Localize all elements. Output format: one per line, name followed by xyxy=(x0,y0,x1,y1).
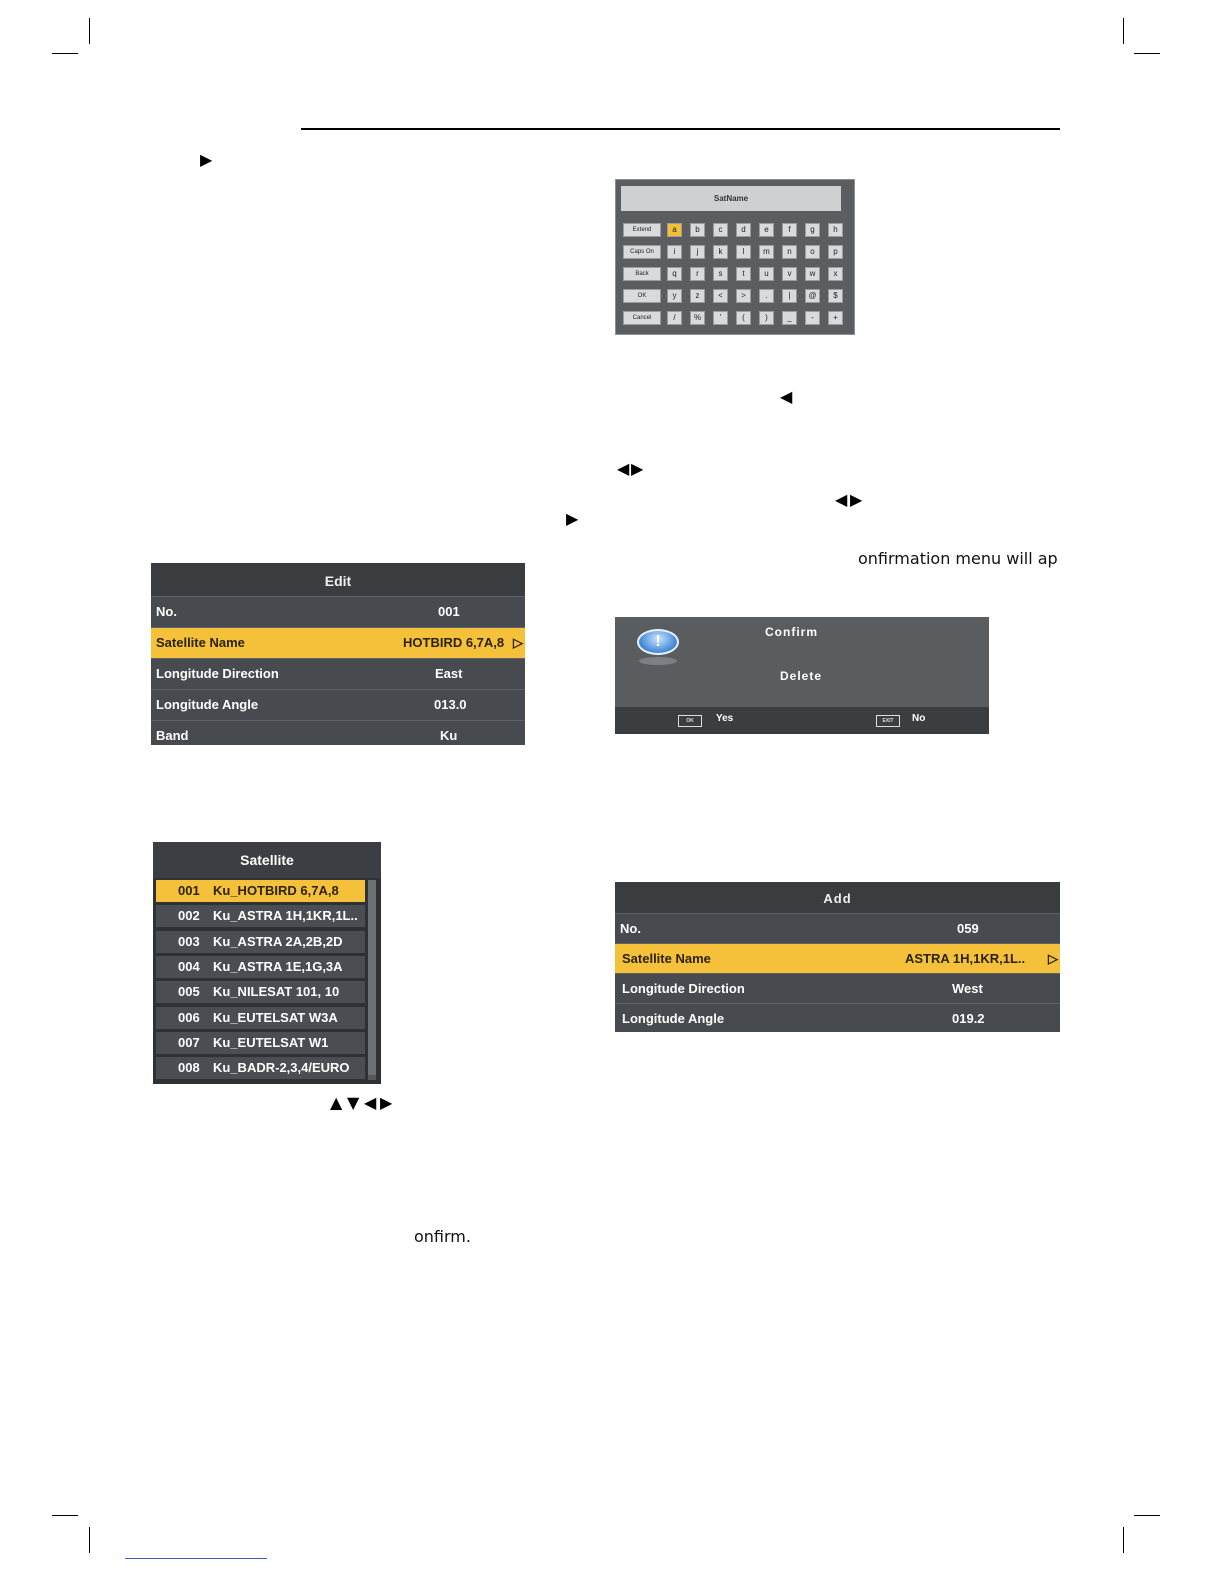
satellite-list xyxy=(153,842,381,1084)
crop-mark xyxy=(1134,53,1160,54)
header-rule xyxy=(301,128,1060,130)
add-row-longitude-angle[interactable] xyxy=(615,1003,1060,1032)
keyboard-key[interactable]: i xyxy=(667,245,682,259)
row-value: 001 xyxy=(438,604,460,619)
keyboard-key[interactable]: u xyxy=(759,267,774,281)
triangle-right-icon: ▶ xyxy=(631,459,644,478)
edit-row-satellite-name[interactable] xyxy=(151,627,525,658)
satellite-list-item[interactable] xyxy=(156,981,365,1003)
keyboard-key[interactable]: c xyxy=(713,223,728,237)
keyboard-key[interactable]: < xyxy=(713,289,728,303)
keyboard-caps-key[interactable]: Caps On xyxy=(623,245,661,259)
add-row-longitude-direction[interactable] xyxy=(615,973,1060,1003)
add-row-satellite-name[interactable] xyxy=(615,943,1060,973)
confirm-dialog xyxy=(615,617,989,734)
crop-mark xyxy=(52,53,78,54)
triangle-up-icon: ▲ xyxy=(330,1093,343,1112)
satellite-list-item[interactable] xyxy=(156,956,365,978)
row-label: Longitude Angle xyxy=(156,697,259,712)
triangle-right-icon: ▶ xyxy=(200,150,213,169)
triangle-right-icon: ▶ xyxy=(380,1093,393,1112)
keyboard-key[interactable]: | xyxy=(782,289,797,303)
keyboard-key[interactable]: ) xyxy=(759,311,774,325)
triangle-left-icon: ◀ xyxy=(617,459,630,478)
satellite-list-item[interactable] xyxy=(156,1032,365,1054)
edit-row-band[interactable] xyxy=(151,720,525,745)
keyboard-key[interactable]: a xyxy=(667,223,682,237)
right-arrow-icon: ▷ xyxy=(513,635,523,650)
triangle-left-icon: ◀ xyxy=(364,1093,377,1112)
keyboard-back-key[interactable]: Back xyxy=(623,267,661,281)
triangle-left-icon: ◀ xyxy=(780,387,793,406)
satellite-name: Ku_EUTELSAT W1 xyxy=(213,1034,329,1050)
satellite-list-item[interactable] xyxy=(156,905,365,927)
satellite-list-item[interactable] xyxy=(156,1007,365,1029)
keyboard-key[interactable]: h xyxy=(828,223,843,237)
keyboard-key[interactable]: n xyxy=(782,245,797,259)
keyboard-key[interactable]: v xyxy=(782,267,797,281)
row-label: Longitude Direction xyxy=(622,981,745,996)
satellite-number: 004 xyxy=(178,958,200,974)
keyboard-key[interactable]: / xyxy=(667,311,682,325)
keyboard-key[interactable]: x xyxy=(828,267,843,281)
keyboard-key[interactable]: j xyxy=(690,245,705,259)
keyboard-key[interactable]: l xyxy=(736,245,751,259)
keyboard-key[interactable]: > xyxy=(736,289,751,303)
satellite-number: 006 xyxy=(178,1009,200,1025)
satellite-name: Ku_BADR-2,3,4/EURO xyxy=(213,1060,350,1076)
warning-icon-shadow xyxy=(639,657,677,665)
row-value: HOTBIRD 6,7A,8 xyxy=(403,635,505,650)
satellite-list-title: Satellite xyxy=(153,842,381,878)
triangle-left-icon: ◀ xyxy=(835,490,848,509)
keyboard-key[interactable]: z xyxy=(690,289,705,303)
edit-panel-title: Edit xyxy=(151,563,525,596)
ok-key-icon[interactable]: OK xyxy=(678,715,702,727)
row-label: Satellite Name xyxy=(622,951,711,966)
row-label: No. xyxy=(620,921,641,936)
satellite-name: Ku_ASTRA 1E,1G,3A xyxy=(213,958,343,974)
keyboard-key[interactable]: k xyxy=(713,245,728,259)
triangle-down-icon: ▼ xyxy=(347,1093,360,1112)
keyboard-key[interactable]: g xyxy=(805,223,820,237)
row-value: 059 xyxy=(957,921,979,936)
on-screen-keyboard xyxy=(615,179,855,335)
row-label: Band xyxy=(156,728,189,743)
exit-key-icon[interactable]: EXIT xyxy=(876,715,900,727)
keyboard-key[interactable]: $ xyxy=(828,289,843,303)
keyboard-key[interactable]: @ xyxy=(805,289,820,303)
satellite-number: 007 xyxy=(178,1034,200,1050)
row-value: ASTRA 1H,1KR,1L.. xyxy=(905,951,1026,966)
satellite-list-item[interactable] xyxy=(156,880,365,902)
satellite-name: Ku_EUTELSAT W3A xyxy=(213,1009,338,1025)
confirm-no-button[interactable]: No xyxy=(912,713,926,724)
satellite-list-item[interactable] xyxy=(156,931,365,953)
satellite-name: Ku_ASTRA 2A,2B,2D xyxy=(213,933,343,949)
crop-mark xyxy=(89,1527,90,1553)
satellite-name: Ku_HOTBIRD 6,7A,8 xyxy=(213,883,339,898)
keyboard-key[interactable]: s xyxy=(713,267,728,281)
satellite-name: Ku_ASTRA 1H,1KR,1L.. xyxy=(213,908,358,924)
row-label: Longitude Angle xyxy=(622,1011,725,1026)
crop-mark xyxy=(1134,1515,1160,1516)
edit-row-longitude-angle[interactable] xyxy=(151,689,525,720)
warning-icon: ! xyxy=(637,629,679,655)
row-value: 013.0 xyxy=(434,697,467,712)
keyboard-key[interactable]: ' xyxy=(713,311,728,325)
keyboard-cancel-key[interactable]: Cancel xyxy=(623,311,661,325)
satellite-number: 005 xyxy=(178,984,200,1000)
satellite-number: 001 xyxy=(178,883,200,898)
footer-link-line xyxy=(125,1558,267,1559)
keyboard-key[interactable]: f xyxy=(782,223,797,237)
keyboard-key[interactable]: b xyxy=(690,223,705,237)
keyboard-key[interactable]: q xyxy=(667,267,682,281)
keyboard-ok-key[interactable]: OK xyxy=(623,289,661,303)
edit-row-number[interactable] xyxy=(151,596,525,627)
keyboard-key[interactable]: % xyxy=(690,311,705,325)
satellite-number: 003 xyxy=(178,933,200,949)
keyboard-key[interactable]: w xyxy=(805,267,820,281)
confirm-fragment: onfirm. xyxy=(414,1227,471,1246)
row-value: West xyxy=(952,981,983,996)
keyboard-key[interactable]: e xyxy=(759,223,774,237)
row-value: 019.2 xyxy=(952,1011,985,1026)
confirm-message: Delete xyxy=(780,669,823,683)
row-label: Satellite Name xyxy=(156,635,245,650)
keyboard-key[interactable]: o xyxy=(805,245,820,259)
keyboard-key[interactable]: . xyxy=(759,289,774,303)
add-row-number[interactable] xyxy=(615,913,1060,943)
row-label: No. xyxy=(156,604,177,619)
keyboard-extend-key[interactable]: Extend xyxy=(623,223,661,237)
keyboard-key[interactable]: + xyxy=(828,311,843,325)
keyboard-key[interactable]: t xyxy=(736,267,751,281)
confirmation-menu-fragment: onfirmation menu will ap xyxy=(858,549,1058,568)
confirm-footer xyxy=(615,707,989,734)
add-panel xyxy=(615,882,1060,1032)
triangle-right-icon: ▶ xyxy=(850,490,863,509)
keyboard-key[interactable]: d xyxy=(736,223,751,237)
crop-mark xyxy=(1123,1527,1124,1553)
keyboard-key[interactable]: _ xyxy=(782,311,797,325)
satellite-number: 008 xyxy=(178,1060,200,1076)
crop-mark xyxy=(89,18,90,44)
keyboard-key[interactable]: ( xyxy=(736,311,751,325)
satellite-name: Ku_NILESAT 101, 10 xyxy=(213,984,340,1000)
keyboard-key[interactable]: p xyxy=(828,245,843,259)
keyboard-key[interactable]: m xyxy=(759,245,774,259)
keyboard-key[interactable]: r xyxy=(690,267,705,281)
right-arrow-icon: ▷ xyxy=(1048,951,1058,966)
row-value: East xyxy=(435,666,463,681)
satellite-number: 002 xyxy=(178,908,200,924)
row-value: Ku xyxy=(440,728,458,743)
confirm-title: Confirm xyxy=(765,625,818,639)
keyboard-key[interactable]: - xyxy=(805,311,820,325)
row-label: Longitude Direction xyxy=(156,666,279,681)
crop-mark xyxy=(1123,18,1124,44)
keyboard-title: SatName xyxy=(621,186,841,211)
triangle-right-icon: ▶ xyxy=(566,509,579,528)
edit-panel xyxy=(151,563,525,745)
confirm-yes-button[interactable]: Yes xyxy=(716,713,734,724)
crop-mark xyxy=(52,1515,78,1516)
add-panel-title: Add xyxy=(615,882,1060,913)
satellite-list-scrollbar[interactable] xyxy=(368,880,376,1080)
keyboard-key[interactable]: y xyxy=(667,289,682,303)
edit-row-longitude-direction[interactable] xyxy=(151,658,525,689)
satellite-list-item[interactable] xyxy=(156,1057,365,1079)
scrollbar-thumb[interactable] xyxy=(368,880,376,1075)
